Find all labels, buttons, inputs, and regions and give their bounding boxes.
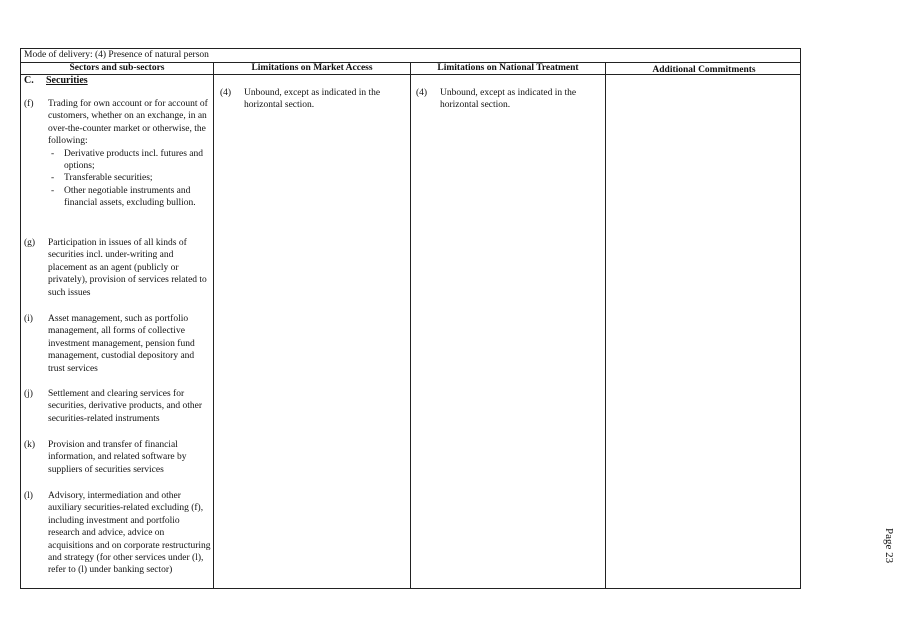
item-text: Trading for own account or for account of customers, whether on an exchange, in an over-the-counter market or otherwise, the following: [48,99,208,147]
item-label: (i) [24,314,33,324]
column-divider [605,62,606,588]
sub-item-text: Transferable securities; [64,173,153,184]
item-label: (k) [24,440,36,450]
column-header-market-access: Limitations on Market Access [251,63,373,73]
sector-item [24,439,212,476]
sub-item: - Derivative products incl. futures and options; [51,148,204,172]
sector-item [24,98,212,210]
item-text: Participation in issues of all kinds of securities incl. under-writing and placement as an agent (publicly or privately), provision of services related to such issues [48,238,207,298]
column-divider [410,62,411,588]
column-header-additional-commitments: Additional Commitments [652,65,756,75]
sub-item: - Transferable securities; [51,173,153,184]
sector-item [24,237,212,299]
item-text: Advisory, intermediation and other auxiliary securities-related excluding (f), including investment and portfolio research and advice, advice on acquisitions and on corporate restructuring and strategy (for other services under (l), refer to (l) under banking sector) [48,491,211,576]
mode-label: (4) [416,88,428,98]
item-label: (l) [24,491,33,501]
section-name: Securities [46,75,88,86]
sector-item [24,313,212,375]
item-label: (g) [24,238,36,248]
section-letter: C. [24,75,34,86]
section-title [24,75,88,86]
sub-item: - Other negotiable instruments and financial assets, excluding bullion. [51,185,196,209]
mode-of-delivery: Mode of delivery: (4) Presence of natural person [21,49,800,63]
national-treatment-entry [416,87,596,112]
market-access-entry [220,87,400,112]
column-header-national-treatment: Limitations on National Treatment [437,63,579,73]
national-treatment-text: Unbound, except as indicated in the horizontal section. [440,88,577,111]
item-label: (j) [24,389,33,399]
column-header-sectors: Sectors and sub-sectors [69,63,165,73]
mode-label: (4) [220,88,232,98]
page-number: Page 23 [883,528,895,564]
item-text: Settlement and clearing services for securities, derivative products, and other securities-related instruments [48,389,203,424]
schedule-table [20,48,801,589]
column-divider [213,62,214,588]
market-access-text: Unbound, except as indicated in the horizontal section. [244,88,381,111]
item-label: (f) [24,99,34,109]
sector-item [24,388,212,425]
item-text: Provision and transfer of financial information, and related software by suppliers of securities services [48,440,187,475]
sub-item-text: Derivative products incl. futures and options; [64,148,204,172]
item-text: Asset management, such as portfolio management, all forms of collective investment management, pension fund management, custodial depository and trust services [48,314,195,374]
sector-item [24,490,212,577]
sub-item-text: Other negotiable instruments and financial assets, excluding bullion. [64,185,196,209]
